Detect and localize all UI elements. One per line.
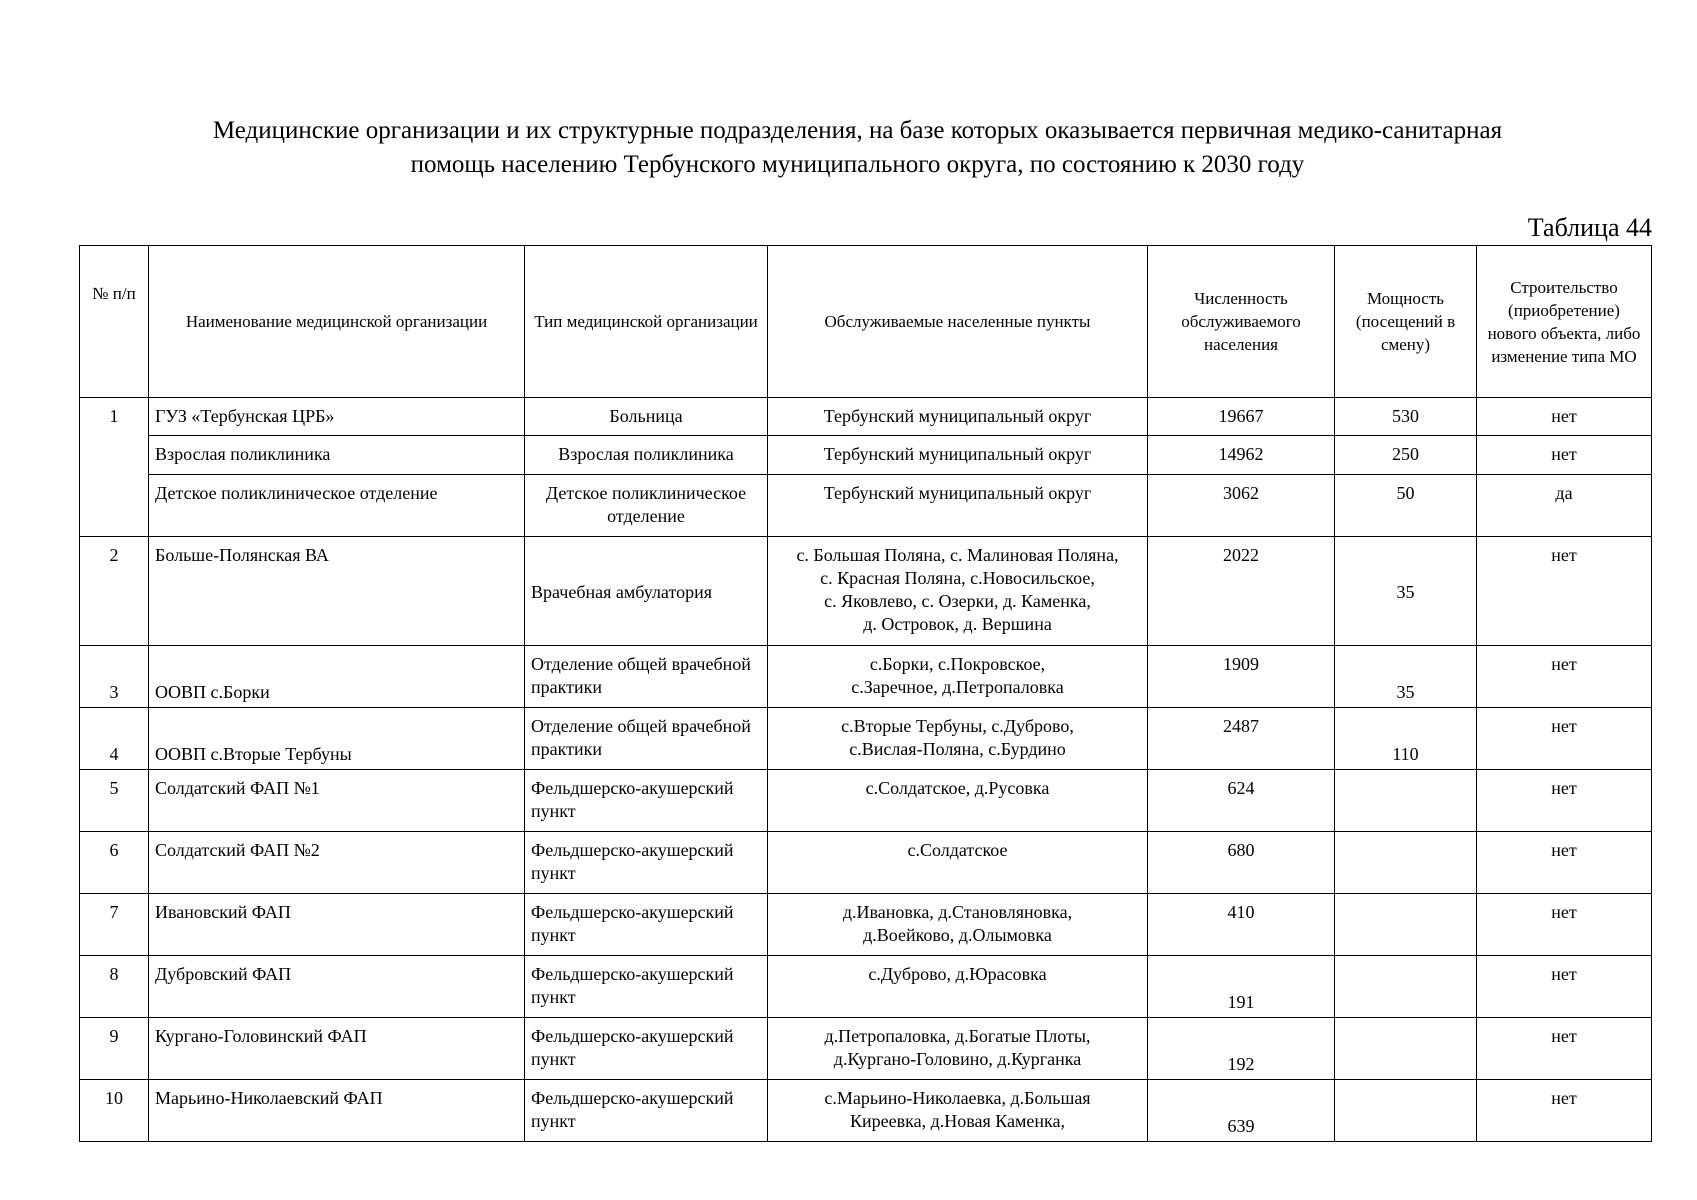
row-localities xyxy=(768,708,1148,770)
row-name: Кургано-Головинский ФАП xyxy=(149,1018,525,1080)
row-type: Взрослая поликлиника xyxy=(525,436,768,475)
locality-line: с.Вторые Тербуны, с.Дуброво, xyxy=(841,716,1074,736)
row-num: 10 xyxy=(80,1080,149,1142)
row-type: Фельдшерско-акушерский пункт xyxy=(525,770,768,832)
row-type: Фельдшерско-акушерский пункт xyxy=(525,1080,768,1142)
row-name: ООВП с.Борки xyxy=(149,646,525,708)
row-population: 192 xyxy=(1148,1018,1335,1080)
row-construction: нет xyxy=(1477,436,1652,475)
row-type: Больница xyxy=(525,398,768,436)
row-name: ООВП с.Вторые Тербуны xyxy=(149,708,525,770)
table-row xyxy=(80,894,1652,956)
title-line-2: помощь населению Тербунского муниципального округа, по состоянию к 2030 году xyxy=(410,151,1305,178)
table-row xyxy=(80,436,1652,475)
row-localities xyxy=(768,770,1148,832)
header-type: Тип медицинской организации xyxy=(525,246,768,398)
row-name: Солдатский ФАП №1 xyxy=(149,770,525,832)
row-localities xyxy=(768,646,1148,708)
title-line-1: Медицинские организации и их структурные подразделения, на базе которых оказывается первичная медико-санитарная xyxy=(212,117,1503,144)
table-row xyxy=(80,1080,1652,1142)
row-name: Больше-Полянская ВА xyxy=(149,537,525,646)
row-type: Отделение общей врачебной практики xyxy=(525,646,768,708)
locality-line: д.Кургано-Головино, д.Курганка xyxy=(833,1049,1082,1069)
row-num: 1 xyxy=(80,398,149,537)
row-construction: нет xyxy=(1477,398,1652,436)
row-num: 8 xyxy=(80,956,149,1018)
row-name: Ивановский ФАП xyxy=(149,894,525,956)
row-name: ГУЗ «Тербунская ЦРБ» xyxy=(149,398,525,436)
locality-line: с.Марьино-Николаевка, д.Большая xyxy=(824,1088,1091,1108)
locality-line: Тербунский муниципальный округ xyxy=(823,406,1092,426)
table-body xyxy=(80,398,1652,1142)
row-capacity: 35 xyxy=(1335,537,1477,646)
row-name: Солдатский ФАП №2 xyxy=(149,832,525,894)
row-type: Врачебная амбулатория xyxy=(525,537,768,646)
row-construction: нет xyxy=(1477,708,1652,770)
row-type: Отделение общей врачебной практики xyxy=(525,708,768,770)
row-construction: нет xyxy=(1477,1080,1652,1142)
table-row xyxy=(80,1018,1652,1080)
row-population: 14962 xyxy=(1148,436,1335,475)
row-localities xyxy=(768,1018,1148,1080)
row-localities xyxy=(768,475,1148,537)
header-construction: Строительство (приобретение) нового объекта, либо изменение типа МО xyxy=(1477,246,1652,398)
row-localities xyxy=(768,436,1148,475)
header-population: Численность обслуживаемого населения xyxy=(1148,246,1335,398)
locality-line: с. Большая Поляна, с. Малиновая Поляна, xyxy=(796,545,1119,565)
row-construction: нет xyxy=(1477,770,1652,832)
row-num: 3 xyxy=(80,646,149,708)
row-population: 639 xyxy=(1148,1080,1335,1142)
row-construction: нет xyxy=(1477,894,1652,956)
table-row xyxy=(80,475,1652,537)
row-population: 1909 xyxy=(1148,646,1335,708)
row-localities xyxy=(768,398,1148,436)
locality-line: с. Яковлево, с. Озерки, д. Каменка, xyxy=(824,591,1091,611)
medical-organizations-table xyxy=(79,245,1652,1142)
table-number-label: Таблица 44 xyxy=(1527,213,1652,242)
row-population: 2022 xyxy=(1148,537,1335,646)
row-capacity xyxy=(1335,770,1477,832)
row-num: 9 xyxy=(80,1018,149,1080)
row-type: Фельдшерско-акушерский пункт xyxy=(525,1018,768,1080)
row-type: Фельдшерско-акушерский пункт xyxy=(525,832,768,894)
locality-line: с.Дуброво, д.Юрасовка xyxy=(868,964,1047,984)
row-num: 2 xyxy=(80,537,149,646)
locality-line: с.Солдатское, д.Русовка xyxy=(865,778,1050,798)
row-capacity: 35 xyxy=(1335,646,1477,708)
row-localities xyxy=(768,537,1148,646)
locality-line: с.Заречное, д.Петропаловка xyxy=(851,677,1064,697)
locality-line: Тербунский муниципальный округ xyxy=(823,444,1092,464)
header-localities: Обслуживаемые населенные пункты xyxy=(768,246,1148,398)
locality-line: д. Островок, д. Вершина xyxy=(863,614,1052,634)
locality-line: д.Ивановка, д.Становляновка, xyxy=(842,902,1073,922)
row-population: 624 xyxy=(1148,770,1335,832)
table-row xyxy=(80,398,1652,436)
row-construction: нет xyxy=(1477,1018,1652,1080)
row-capacity xyxy=(1335,894,1477,956)
row-name: Марьино-Николаевский ФАП xyxy=(149,1080,525,1142)
row-construction: нет xyxy=(1477,832,1652,894)
locality-line: с.Борки, с.Покровское, xyxy=(869,654,1046,674)
locality-line: с. Красная Поляна, с.Новосильское, xyxy=(820,568,1095,588)
row-population: 2487 xyxy=(1148,708,1335,770)
row-num: 6 xyxy=(80,832,149,894)
locality-line: д.Петропаловка, д.Богатые Плоты, xyxy=(824,1026,1091,1046)
row-capacity xyxy=(1335,832,1477,894)
row-num: 5 xyxy=(80,770,149,832)
table-row xyxy=(80,770,1652,832)
row-population: 3062 xyxy=(1148,475,1335,537)
row-localities xyxy=(768,894,1148,956)
row-num: 7 xyxy=(80,894,149,956)
row-capacity: 530 xyxy=(1335,398,1477,436)
header-name: Наименование медицинской организации xyxy=(149,246,525,398)
row-capacity xyxy=(1335,1080,1477,1142)
row-capacity: 110 xyxy=(1335,708,1477,770)
row-name: Дубровский ФАП xyxy=(149,956,525,1018)
header-capacity: Мощность (посещений в смену) xyxy=(1335,246,1477,398)
row-construction: нет xyxy=(1477,537,1652,646)
table-row xyxy=(80,832,1652,894)
locality-line: Тербунский муниципальный округ xyxy=(823,483,1092,503)
table-row xyxy=(80,537,1652,646)
row-name: Детское поликлиническое отделение xyxy=(149,475,525,537)
row-population: 191 xyxy=(1148,956,1335,1018)
table-row xyxy=(80,956,1652,1018)
row-type: Фельдшерско-акушерский пункт xyxy=(525,894,768,956)
table-row xyxy=(80,708,1652,770)
row-construction: нет xyxy=(1477,956,1652,1018)
row-capacity xyxy=(1335,1018,1477,1080)
row-population: 680 xyxy=(1148,832,1335,894)
document-title xyxy=(80,114,1635,182)
row-type: Детское поликлиническое отделение xyxy=(525,475,768,537)
row-capacity: 50 xyxy=(1335,475,1477,537)
row-capacity: 250 xyxy=(1335,436,1477,475)
row-construction: нет xyxy=(1477,646,1652,708)
row-localities xyxy=(768,1080,1148,1142)
row-num: 4 xyxy=(80,708,149,770)
row-population: 410 xyxy=(1148,894,1335,956)
row-name: Взрослая поликлиника xyxy=(149,436,525,475)
locality-line: Киреевка, д.Новая Каменка, xyxy=(850,1111,1065,1131)
row-type: Фельдшерско-акушерский пункт xyxy=(525,956,768,1018)
header-row xyxy=(80,246,1652,398)
row-capacity xyxy=(1335,956,1477,1018)
header-num: № п/п xyxy=(80,246,149,398)
table-row xyxy=(80,646,1652,708)
locality-line: с.Солдатское xyxy=(907,840,1008,860)
locality-line: д.Воейково, д.Олымовка xyxy=(863,925,1052,945)
row-localities xyxy=(768,832,1148,894)
row-population: 19667 xyxy=(1148,398,1335,436)
row-localities xyxy=(768,956,1148,1018)
row-construction: да xyxy=(1477,475,1652,537)
locality-line: с.Вислая-Поляна, с.Бурдино xyxy=(849,739,1066,759)
